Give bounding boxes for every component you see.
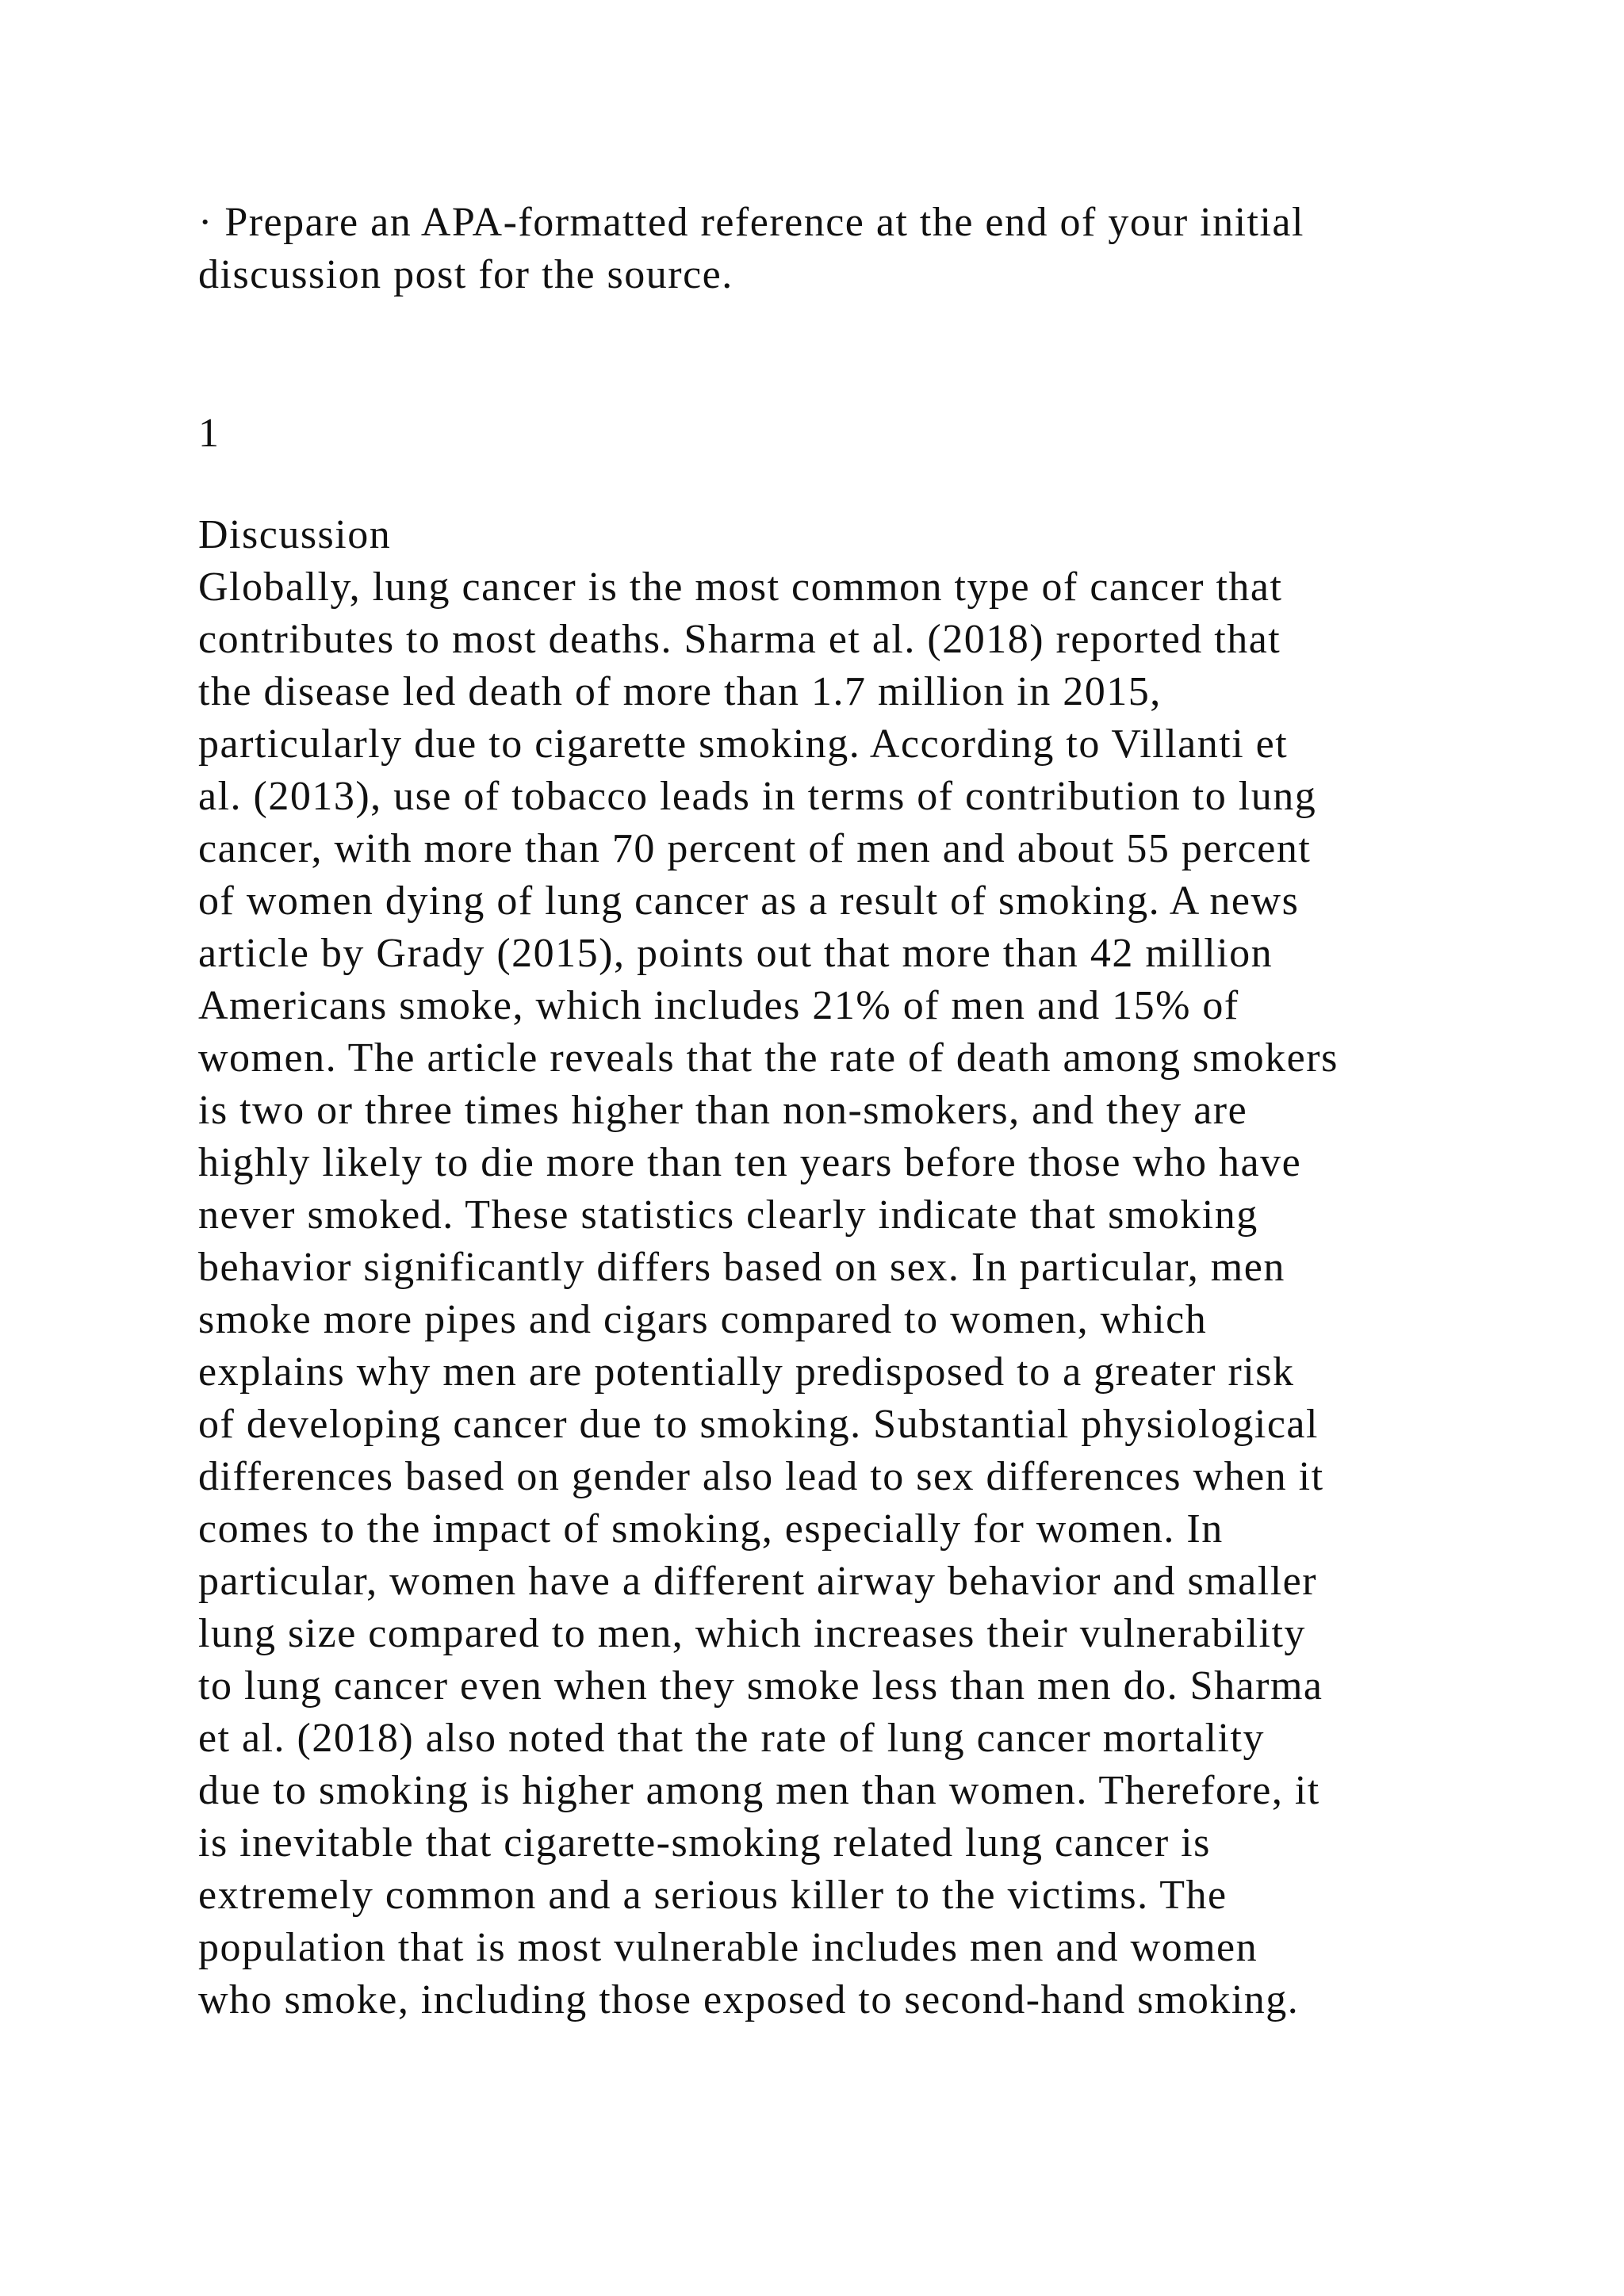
body-line: contributes to most deaths. Sharma et al. (2018) reported that [198, 617, 1281, 662]
body-line: population that is most vulnerable includes men and women [198, 1925, 1258, 1970]
body-line: lung size compared to men, which increases their vulnerability [198, 1611, 1306, 1656]
body-line: explains why men are potentially predisposed to a greater risk [198, 1349, 1295, 1395]
body-line: to lung cancer even when they smoke less than men do. Sharma [198, 1663, 1323, 1709]
body-line: comes to the impact of smoking, especially for women. In [198, 1506, 1224, 1552]
body-line: particular, women have a different airway behavior and smaller [198, 1559, 1318, 1604]
body-line: Globally, lung cancer is the most common type of cancer that [198, 564, 1283, 610]
body-line: is inevitable that cigarette-smoking related lung cancer is [198, 1820, 1211, 1866]
body-line: cancer, with more than 70 percent of men and about 55 percent [198, 826, 1312, 871]
body-line: women. The article reveals that the rate of death among smokers [198, 1035, 1339, 1081]
body-line: extremely common and a serious killer to the victims. The [198, 1873, 1228, 1918]
body-line: et al. (2018) also noted that the rate of lung cancer mortality [198, 1716, 1265, 1761]
body-line: is two or three times higher than non-smokers, and they are [198, 1088, 1248, 1133]
body-line: Americans smoke, which includes 21% of men and 15% of [198, 983, 1239, 1028]
body-line: of women dying of lung cancer as a result of smoking. A news [198, 878, 1300, 924]
body-line: behavior significantly differs based on sex. In particular, men [198, 1245, 1285, 1290]
body-line: al. (2013), use of tobacco leads in terms of contribution to lung [198, 774, 1317, 819]
page-number: 1 [198, 411, 220, 456]
body-line: highly likely to die more than ten years before those who have [198, 1140, 1302, 1185]
body-line: differences based on gender also lead to sex differences when it [198, 1454, 1324, 1499]
body-line: of developing cancer due to smoking. Substantial physiological [198, 1402, 1319, 1447]
discussion-section [198, 509, 1507, 2026]
body-line: particularly due to cigarette smoking. According to Villanti et [198, 721, 1289, 767]
body-line: article by Grady (2015), points out that more than 42 million [198, 931, 1274, 976]
instruction-line: discussion post for the source. [198, 252, 733, 297]
body-line: the disease led death of more than 1.7 million in 2015, [198, 669, 1162, 714]
body-line: smoke more pipes and cigars compared to women, which [198, 1297, 1208, 1342]
discussion-heading: Discussion [198, 512, 392, 557]
instruction-paragraph [198, 197, 1507, 301]
body-line: who smoke, including those exposed to second-hand smoking. [198, 1977, 1300, 2022]
body-line: never smoked. These statistics clearly indicate that smoking [198, 1192, 1258, 1238]
page-number-block [198, 408, 1507, 460]
instruction-line: · Prepare an APA-formatted reference at the end of your initial [198, 200, 1304, 245]
body-line: due to smoking is higher among men than women. Therefore, it [198, 1768, 1320, 1813]
